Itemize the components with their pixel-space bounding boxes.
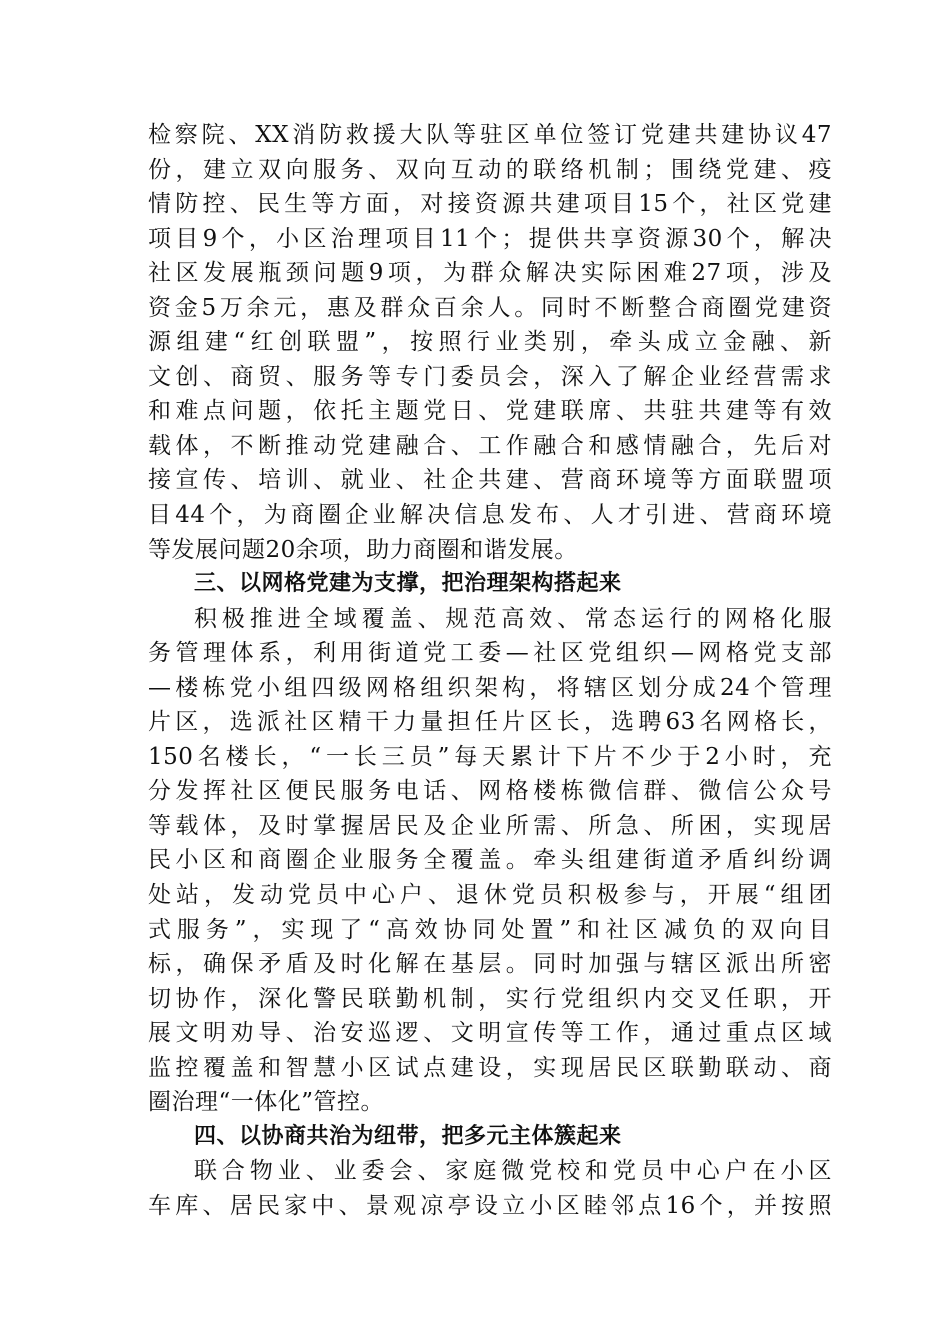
text-line: 切协作，深化警民联勤机制，实行党组织内交叉任职，开 — [148, 985, 832, 1012]
text-line: 片区，选派社区精干力量担任片区长，选聘63名网格长， — [148, 709, 832, 736]
text-line: 资金5万余元，惠及群众百余人。同时不断整合商圈党建资 — [148, 294, 832, 321]
text-line: 式服务”，实现了“高效协同处置”和社区减负的双向目 — [148, 916, 832, 943]
text-line: 检察院、XX消防救援大队等驻区单位签订党建共建协议47 — [148, 122, 832, 148]
text-line: 标，确保矛盾及时化解在基层。同时加强与辖区派出所密 — [148, 951, 832, 978]
paragraph — [148, 1154, 832, 1223]
text-line: 目44个，为商圈企业解决信息发布、人才引进、营商环境 — [148, 502, 832, 529]
text-line: 和难点问题，依托主题党日、党建联席、共驻共建等有效 — [148, 398, 832, 425]
text-line: 份，建立双向服务、双向互动的联络机制；围绕党建、疫 — [148, 156, 832, 183]
paragraph — [148, 118, 832, 567]
text-line: 积极推进全域覆盖、规范高效、常态运行的网格化服 — [194, 605, 832, 632]
text-line: 文创、商贸、服务等专门委员会，深入了解企业经营需求 — [148, 363, 832, 390]
text-line: 等发展问题20余项，助力商圈和谐发展。 — [148, 536, 578, 563]
text-line: 等载体，及时掌握居民及企业所需、所急、所困，实现居 — [148, 812, 832, 839]
text-line: 车库、居民家中、景观凉亭设立小区睦邻点16个，并按照 — [148, 1192, 832, 1219]
text-line: 源组建“红创联盟”，按照行业类别，牵头成立金融、新 — [148, 329, 832, 356]
heading-text: 三、以网格党建为支撑，把治理架构搭起来 — [194, 571, 622, 597]
text-line: 联合物业、业委会、家庭微党校和党员中心户在小区 — [194, 1158, 832, 1185]
text-line: 接宣传、培训、就业、社企共建、营商环境等方面联盟项 — [148, 467, 832, 494]
text-line: 载体，不断推动党建融合、工作融合和感情融合，先后对 — [148, 432, 832, 459]
text-line: —楼栋党小组四级网格组织架构，将辖区划分成24个管理 — [148, 674, 832, 701]
text-line: 150名楼长，“一长三员”每天累计下片不少于2小时，充 — [148, 743, 832, 770]
text-line: 社区发展瓶颈问题9项，为群众解决实际困难27项，涉及 — [148, 260, 832, 287]
text-line: 务管理体系，利用街道党工委—社区党组织—网格党支部 — [148, 640, 832, 667]
text-line: 监控覆盖和智慧小区试点建设，实现居民区联勤联动、商 — [148, 1054, 832, 1081]
text-line: 民小区和商圈企业服务全覆盖。牵头组建街道矛盾纠纷调 — [148, 847, 832, 874]
text-line: 分发挥社区便民服务电话、网格楼栋微信群、微信公众号 — [148, 778, 832, 805]
paragraph — [148, 602, 832, 1120]
text-line: 圈治理“一体化”管控。 — [148, 1089, 385, 1116]
text-line: 处站，发动党员中心户、退休党员积极参与，开展“组团 — [148, 882, 832, 909]
heading-text: 四、以协商共治为纽带，把多元主体簇起来 — [194, 1123, 622, 1149]
section-heading — [148, 1120, 832, 1155]
text-line: 项目9个，小区治理项目11个；提供共享资源30个，解决 — [148, 225, 832, 252]
document-page — [148, 118, 832, 1224]
text-line: 展文明劝导、治安巡逻、文明宣传等工作，通过重点区域 — [148, 1020, 832, 1047]
section-heading — [148, 567, 832, 602]
text-line: 情防控、民生等方面，对接资源共建项目15个，社区党建 — [148, 191, 832, 218]
